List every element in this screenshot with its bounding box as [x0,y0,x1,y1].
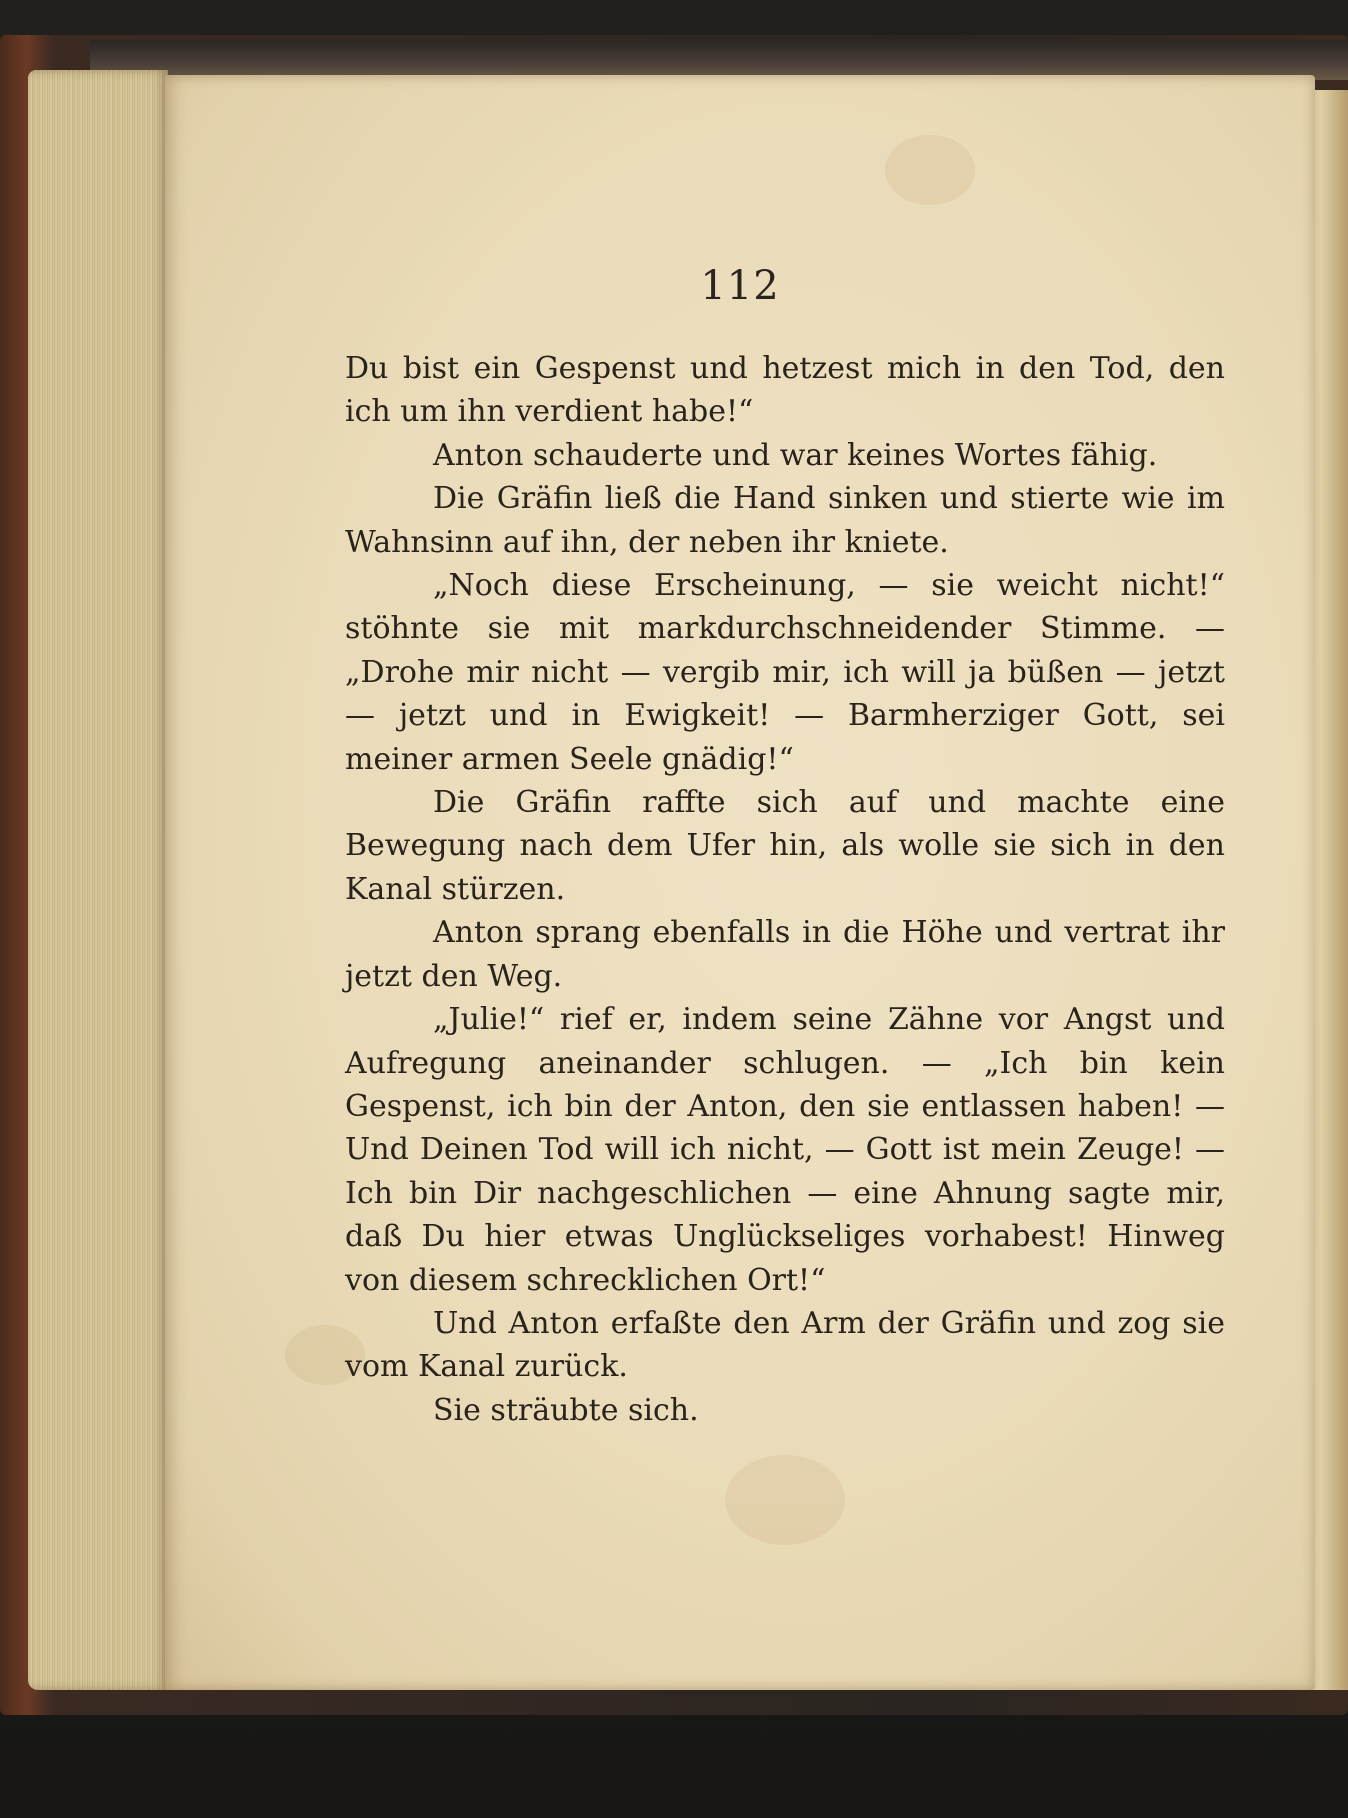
page-body-text [345,347,1225,1432]
paragraph: Anton sprang ebenfalls in die Höhe und vertrat ihr jetzt den Weg. [345,915,1225,994]
cover-top-edge [90,40,1348,80]
paragraph: Sie sträubte sich. [433,1392,699,1428]
paper-stain [885,135,975,205]
page-number: 112 [700,263,780,309]
paragraph: Du bist ein Gespenst und hetzest mich in den Tod, den ich um ihn verdient habe!“ [345,351,1225,430]
paragraph: Die Gräfin raffte sich auf und machte eine Bewegung nach dem Ufer hin, als wolle sie sich in den Kanal stürzen. [345,785,1225,907]
paragraph: Und Anton erfaßte den Arm der Gräfin und zog sie vom Kanal zurück. [345,1305,1225,1385]
page-edges-left [28,70,168,1690]
paper-stain [725,1455,845,1545]
paragraph: Die Gräfin ließ die Hand sinken und stierte wie im Wahnsinn auf ihn, der neben ihr kniete. [345,481,1225,560]
book-page [165,75,1315,1690]
paragraph: „Julie!“ rief er, indem seine Zähne vor Angst und Aufregung aneinander schlugen. — „Ich bin kein Gespenst, ich bin der Anton, den sie entlassen haben! — Und Deinen Tod will ich nicht, — Gott ist mein Zeuge! — Ich bin Dir nachgeschlichen — eine Ahnung sagte mir, daß Du hier etwas Unglückseliges vorhabest! Hinweg von diesem schrecklichen Ort!“ [345,1002,1225,1298]
paragraph: Anton schauderte und war keines Wortes fähig. [433,437,1158,473]
paragraph: „Noch diese Erscheinung, — sie weicht nicht!“ stöhnte sie mit markdurchschneidender Stimme. — „Drohe mir nicht — vergib mir, ich will ja büßen — jetzt — jetzt und in Ewigkeit! — Barmherziger Gott, sei meiner armen Seele gnädig!“ [345,568,1225,777]
